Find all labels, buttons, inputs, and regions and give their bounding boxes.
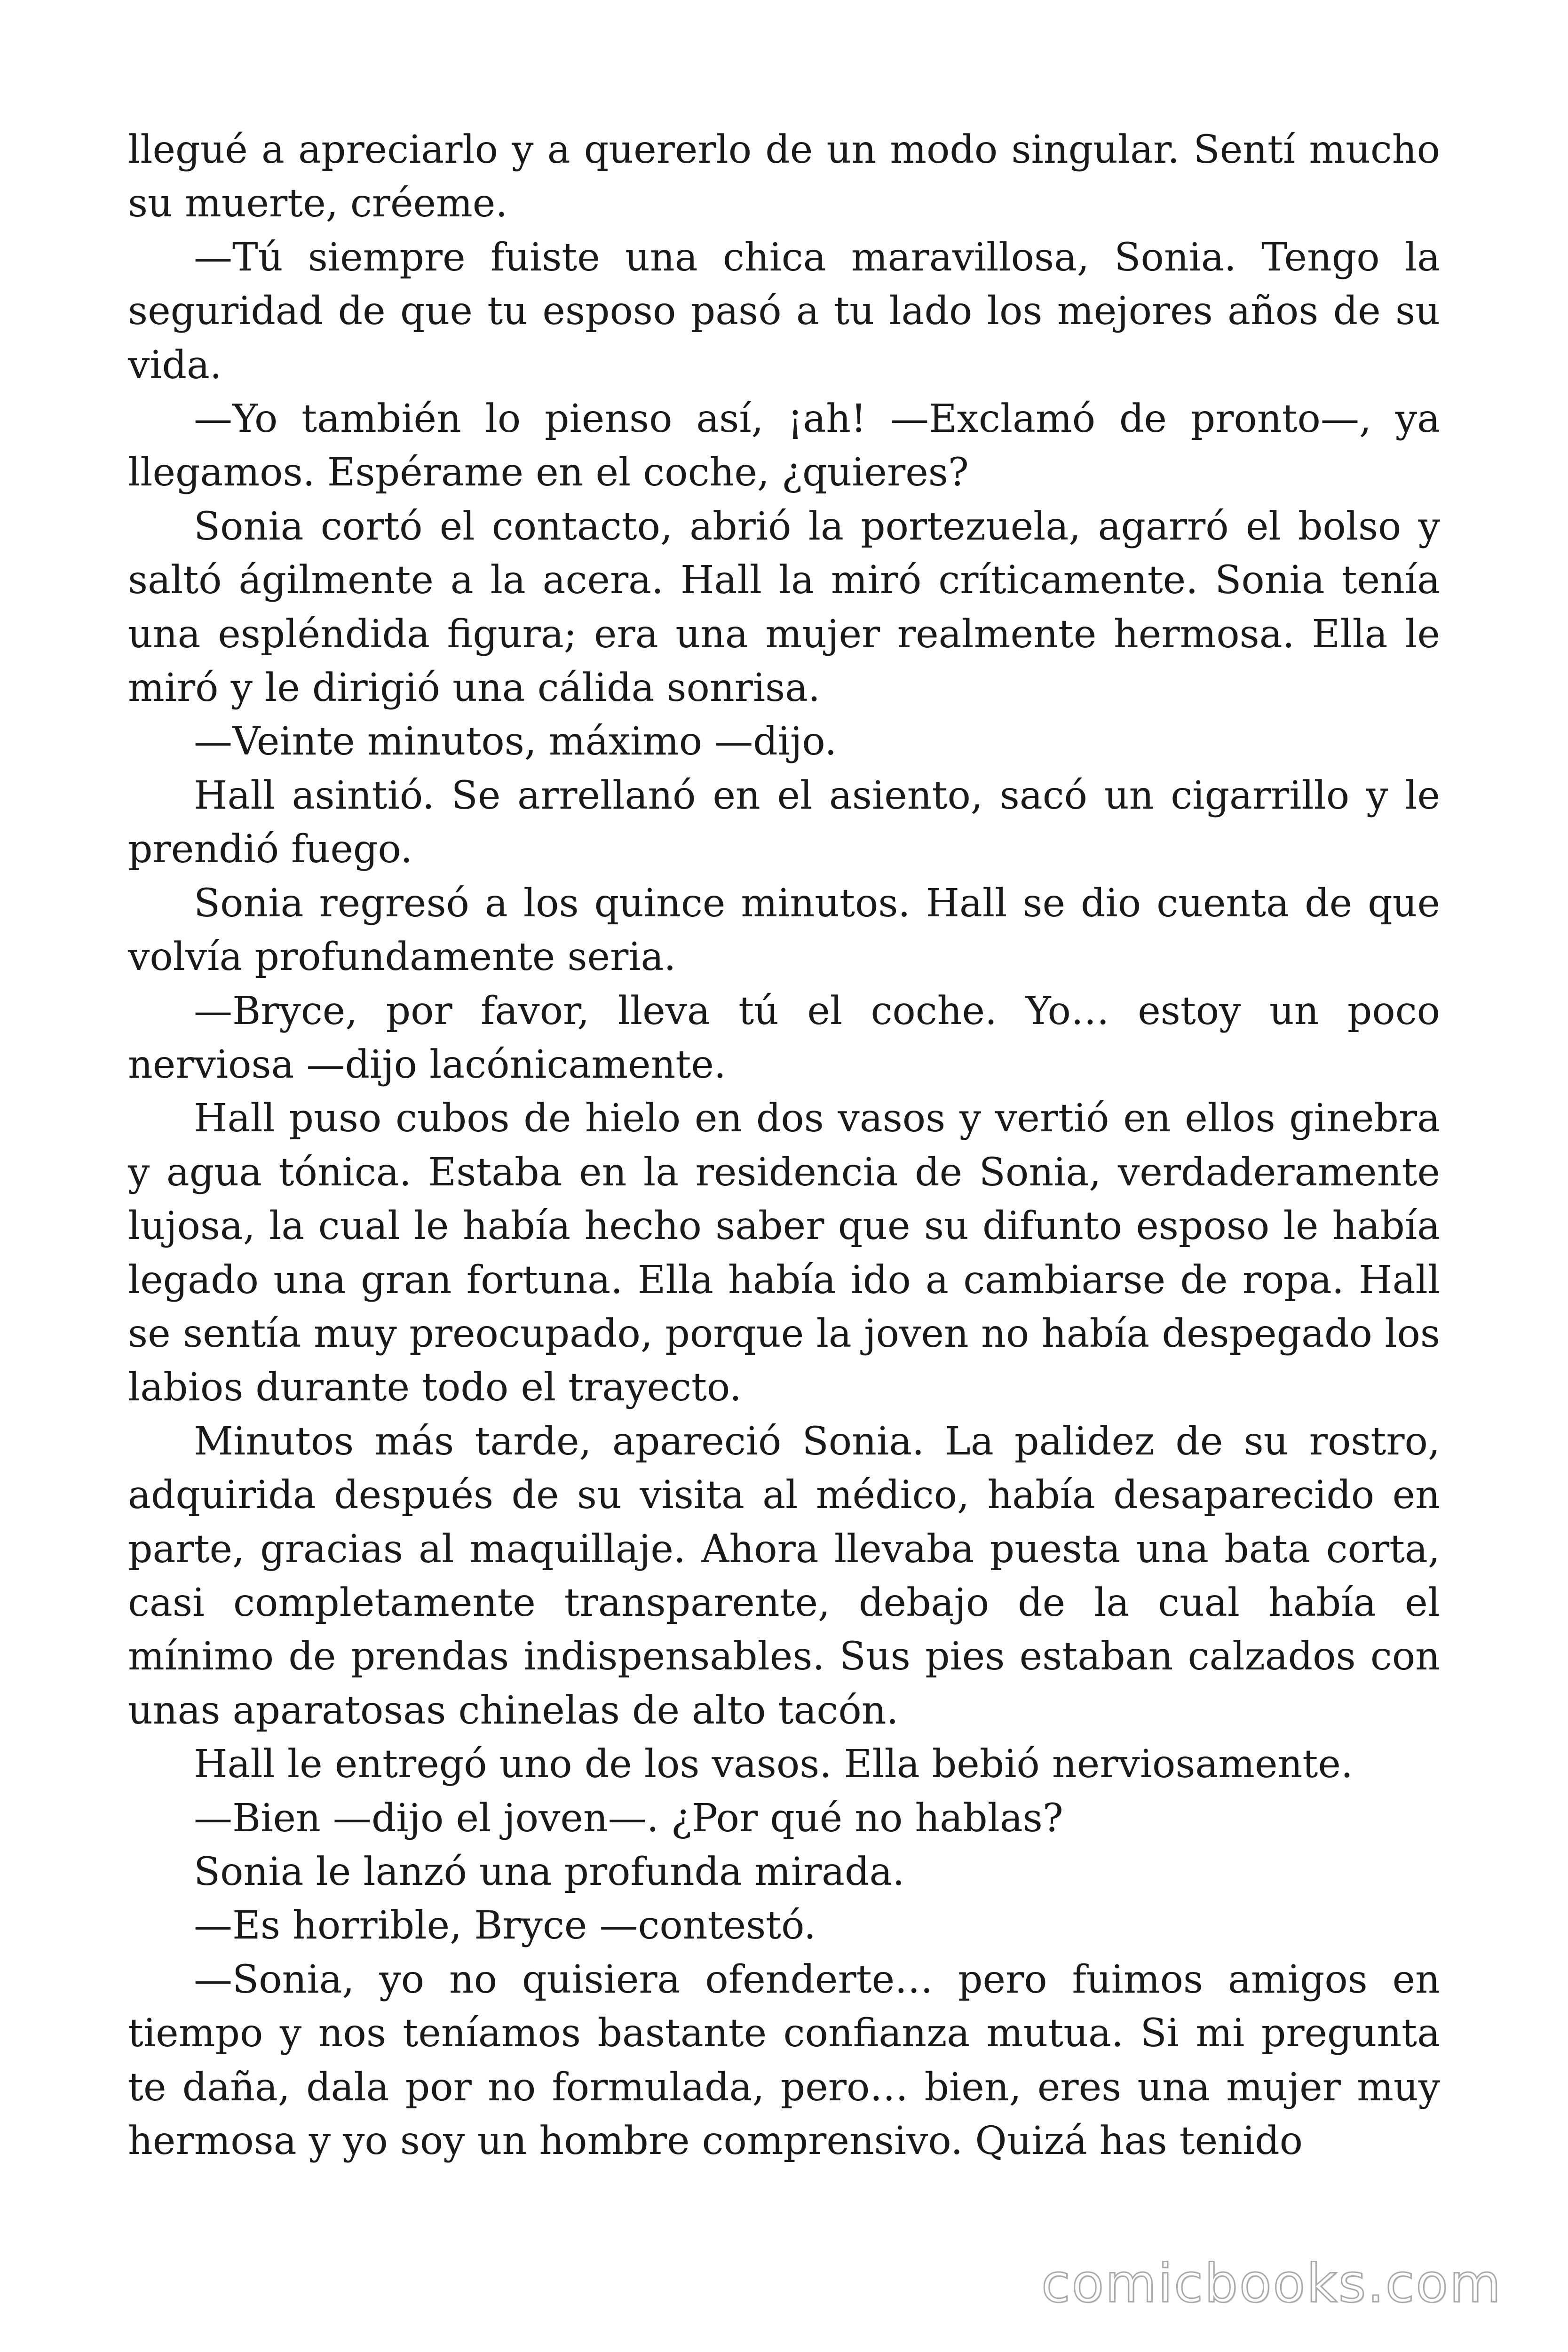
paragraph: —Bryce, por favor, lleva tú el coche. Yo… estoy un poco nerviosa —dijo lacónicamente. — [128, 988, 1440, 1087]
paragraph: Minutos más tarde, apareció Sonia. La palidez de su rostro, adquirida después de su visita al médico, había desaparecido en parte, gracias al maquillaje. Ahora llevaba puesta una bata corta, casi completamente transparente, debajo de la cual había el mínimo de prendas indispensables. Sus pies estaban calzados con unas aparatosas chinelas de alto tacón. — [128, 1419, 1440, 1733]
paragraph: Hall asintió. Se arrellanó en el asiento, sacó un cigarrillo y le prendió fuego. — [128, 773, 1440, 872]
paragraph: —Veinte minutos, máximo —dijo. — [194, 719, 837, 764]
body-text — [128, 123, 1440, 2168]
paragraph: —Yo también lo pienso así, ¡ah! —Exclamó de pronto—, ya llegamos. Espérame en el coche, ¿quieres? — [128, 397, 1440, 495]
paragraph: Sonia cortó el contacto, abrió la portezuela, agarró el bolso y saltó ágilmente a la acera. Hall la miró críticamente. Sonia tenía una espléndida figura; era una mujer realmente hermosa. Ella le miró y le dirigió una cálida sonrisa. — [128, 504, 1440, 711]
paragraph-continuation: llegué a apreciarlo y a quererlo de un modo singular. Sentí mucho su muerte, créeme. — [128, 127, 1440, 226]
paragraph: Hall le entregó uno de los vasos. Ella bebió nerviosamente. — [194, 1742, 1353, 1787]
paragraph: Hall puso cubos de hielo en dos vasos y vertió en ellos ginebra y agua tónica. Estaba en la residencia de Sonia, verdaderamente lujosa, la cual le había hecho saber que su difunto esposo le había legado una gran fortuna. Ella había ido a cambiarse de ropa. Hall se sentía muy preocupado, porque la joven no había despegado los labios durante todo el trayecto. — [128, 1096, 1440, 1410]
paragraph: Sonia le lanzó una profunda mirada. — [194, 1850, 905, 1894]
paragraph: —Es horrible, Bryce —contestó. — [194, 1903, 816, 1948]
paragraph: —Tú siempre fuiste una chica maravillosa, Sonia. Tengo la seguridad de que tu esposo pasó a tu lado los mejores años de su vida. — [128, 235, 1440, 388]
paragraph: —Sonia, yo no quisiera ofenderte… pero fuimos amigos en tiempo y nos teníamos bastante confianza mutua. Si mi pregunta te daña, dala por no formulada, pero… bien, eres una mujer muy hermosa y yo soy un hombre comprensivo. Quizá has tenido — [128, 1957, 1440, 2164]
paragraph: —Bien —dijo el joven—. ¿Por qué no hablas? — [194, 1796, 1063, 1841]
paragraph: Sonia regresó a los quince minutos. Hall se dio cuenta de que volvía profundamente seria. — [128, 881, 1440, 980]
site-watermark: comicbooks.com — [1041, 2253, 1502, 2314]
